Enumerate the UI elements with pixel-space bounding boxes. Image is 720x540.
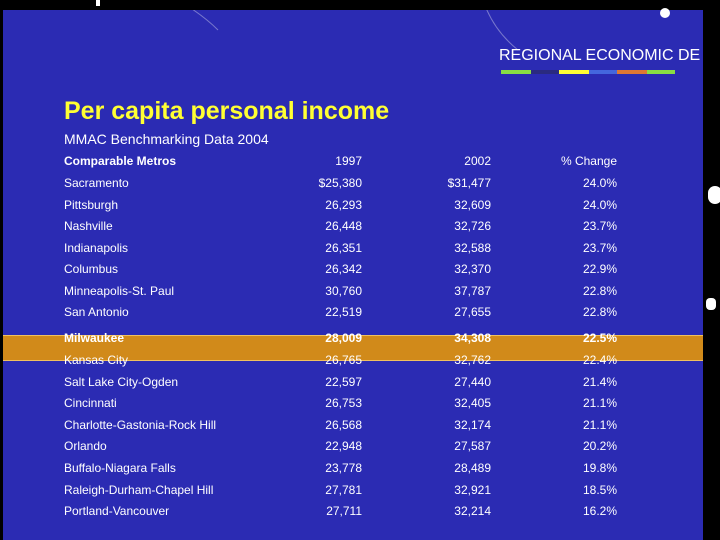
section-title: REGIONAL ECONOMIC DE [499, 47, 701, 64]
page-subtitle: MMAC Benchmarking Data 2004 [64, 131, 269, 147]
cell-1997: 26,342 [325, 262, 362, 276]
cell-change: 22.8% [582, 284, 617, 298]
cell-change: 24.0% [582, 198, 617, 212]
cell-change: 22.4% [582, 353, 617, 367]
cell-2002: 32,762 [454, 353, 491, 367]
cell-metro: Orlando [64, 439, 107, 453]
cell-2002: $31,477 [447, 176, 491, 190]
column-header-1997: 1997 [335, 154, 362, 168]
cell-change: 23.7% [582, 219, 617, 233]
cell-2002: 27,655 [454, 305, 491, 319]
cell-metro: Nashville [64, 219, 113, 233]
corner-mark [660, 8, 670, 18]
cell-change: 22.9% [582, 262, 617, 276]
strip-segment [559, 70, 589, 74]
cell-change: 21.1% [582, 418, 617, 432]
cell-1997: 26,293 [325, 198, 362, 212]
cell-1997: 22,597 [325, 375, 362, 389]
strip-segment [617, 70, 647, 74]
cell-metro: Indianapolis [64, 241, 129, 255]
corner-mark [96, 0, 100, 6]
cell-2002: 32,405 [454, 396, 491, 410]
column-header-metro: Comparable Metros [64, 154, 177, 168]
cell-1997: 26,448 [325, 219, 362, 233]
cell-metro: Portland-Vancouver [64, 504, 170, 518]
cell-1997: 26,568 [325, 418, 362, 432]
cell-1997: 23,778 [325, 461, 362, 475]
cell-2002: 27,440 [454, 375, 491, 389]
cell-1997: 27,711 [326, 504, 362, 518]
cell-2002: 32,726 [454, 219, 491, 233]
cell-2002: 32,921 [454, 483, 491, 497]
page-title: Per capita personal income [64, 97, 390, 125]
cell-1997: 22,948 [325, 439, 362, 453]
strip-segment [531, 70, 559, 74]
cell-change: 23.7% [582, 241, 617, 255]
cell-change: 21.4% [582, 375, 617, 389]
cell-1997: 26,753 [325, 396, 362, 410]
cell-metro: Salt Lake City-Ogden [64, 375, 179, 389]
cell-2002: 32,214 [454, 504, 491, 518]
cell-2002: 32,174 [454, 418, 491, 432]
strip-segment [501, 70, 531, 74]
cell-metro: San Antonio [64, 305, 129, 319]
cell-metro: Kansas City [64, 353, 129, 367]
cell-1997: 30,760 [325, 284, 362, 298]
cell-change: 22.8% [582, 305, 617, 319]
cell-2002: 32,588 [454, 241, 491, 255]
slide [3, 10, 703, 540]
cell-change: 19.8% [582, 461, 617, 475]
cell-metro: Sacramento [64, 176, 129, 190]
cell-2002: 32,609 [454, 198, 491, 212]
strip-segment [589, 70, 617, 74]
color-strip [501, 70, 675, 74]
cell-change: 22.5% [582, 331, 617, 345]
cell-metro: Columbus [64, 262, 119, 276]
strip-segment [647, 70, 675, 74]
cell-change: 18.5% [582, 483, 617, 497]
cell-change: 20.2% [582, 439, 617, 453]
cell-1997: 22,519 [325, 305, 362, 319]
cell-change: 24.0% [582, 176, 617, 190]
cell-change: 16.2% [582, 504, 617, 518]
cell-metro: Minneapolis-St. Paul [64, 284, 175, 298]
cell-2002: 27,587 [454, 439, 491, 453]
cell-1997: 26,765 [325, 353, 362, 367]
cell-2002: 32,370 [454, 262, 491, 276]
corner-mark [708, 186, 720, 204]
cell-1997: 26,351 [325, 241, 362, 255]
cell-2002: 28,489 [454, 461, 491, 475]
cell-1997: 28,009 [325, 331, 362, 345]
cell-2002: 34,308 [454, 331, 491, 345]
corner-mark [706, 298, 716, 310]
cell-metro: Milwaukee [64, 331, 125, 345]
cell-metro: Cincinnati [64, 396, 117, 410]
cell-2002: 37,787 [454, 284, 491, 298]
cell-1997: $25,380 [318, 176, 362, 190]
cell-metro: Charlotte-Gastonia-Rock Hill [64, 418, 217, 432]
cell-metro: Buffalo-Niagara Falls [64, 461, 176, 475]
cell-1997: 27,781 [325, 483, 362, 497]
cell-change: 21.1% [582, 396, 617, 410]
column-header-2002: 2002 [464, 154, 491, 168]
column-header-change: % Change [560, 154, 617, 168]
cell-metro: Raleigh-Durham-Chapel Hill [64, 483, 214, 497]
cell-metro: Pittsburgh [64, 198, 119, 212]
